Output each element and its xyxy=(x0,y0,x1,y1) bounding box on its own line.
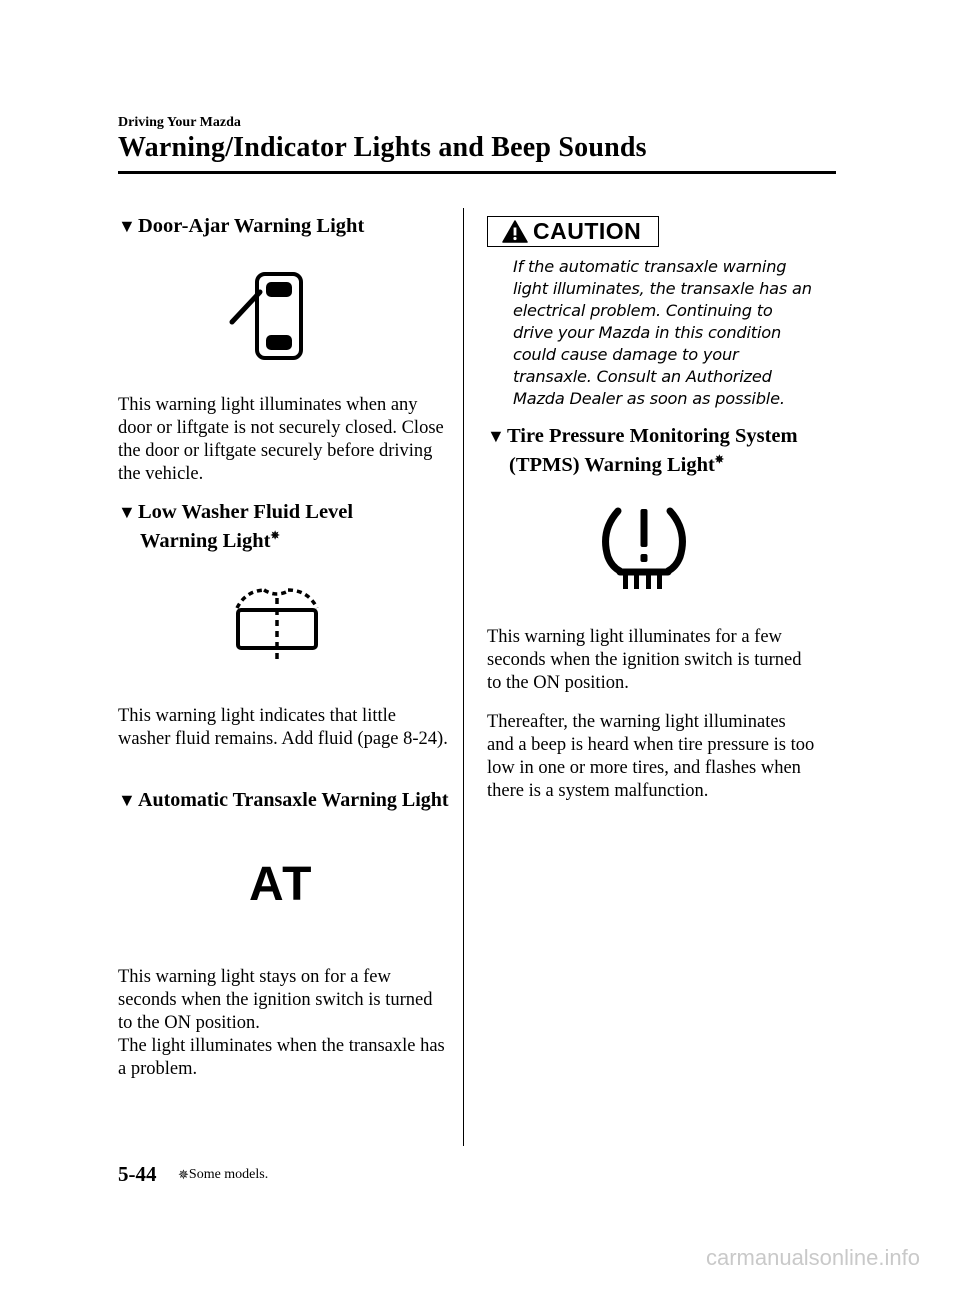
transaxle-text-1: This warning light stays on for a few seconds when the ignition switch is turned to the ON position. xyxy=(118,967,433,1033)
page-title: Warning/Indicator Lights and Beep Sounds xyxy=(118,132,647,163)
transaxle-heading: ▼ Automatic Transaxle Warning Light xyxy=(118,789,449,811)
title-rule xyxy=(118,171,836,174)
section-triangle-icon: ▼ xyxy=(118,790,136,810)
washer-heading: ▼ Low Washer Fluid Level Warning Light✵ xyxy=(118,501,354,552)
caution-label: CAUTION xyxy=(533,218,642,244)
section-label: Driving Your Mazda xyxy=(118,115,241,130)
section-triangle-icon: ▼ xyxy=(118,216,136,236)
transaxle-text-2: The light illuminates when the transaxle has a problem. xyxy=(118,1036,445,1079)
door-ajar-heading: ▼ Door-Ajar Warning Light xyxy=(118,215,365,237)
section-triangle-icon: ▼ xyxy=(487,426,505,446)
tpms-heading: ▼ Tire Pressure Monitoring System (TPMS) Warning Light✵ xyxy=(487,425,798,476)
tire-pressure-icon xyxy=(596,505,692,591)
page-number: 5-44 xyxy=(118,1162,157,1186)
tpms-text-1: This warning light illuminates for a few seconds when the ignition switch is turned to the ON position. xyxy=(487,627,802,693)
column-divider xyxy=(463,208,464,1146)
caution-box xyxy=(487,216,659,247)
at-warning-icon: AT xyxy=(249,858,314,911)
tpms-text-2: Thereafter, the warning light illuminates and a beep is heard when tire pressure is too low in one or more tires, and flashes when there is a system malfunction. xyxy=(487,712,815,801)
footnote: ✵Some models. xyxy=(178,1167,269,1182)
washer-text: This warning light indicates that little washer fluid remains. Add fluid (page 8-24). xyxy=(118,706,448,749)
door-ajar-text: This warning light illuminates when any door or liftgate is not securely closed. Close the door or liftgate securely before driving the vehicle. xyxy=(118,395,444,484)
caution-text: If the automatic transaxle warning light illuminates, the transaxle has an electrical problem. Continuing to drive your Mazda in this condition could cause damage to your transaxle. Consult an Authorized Mazda Dealer as soon as possible. xyxy=(513,257,812,408)
door-ajar-icon xyxy=(228,271,304,361)
watermark: carmanualsonline.info xyxy=(705,1245,920,1270)
warning-triangle-icon xyxy=(502,220,528,243)
section-triangle-icon: ▼ xyxy=(118,502,136,522)
washer-fluid-icon xyxy=(234,584,320,664)
